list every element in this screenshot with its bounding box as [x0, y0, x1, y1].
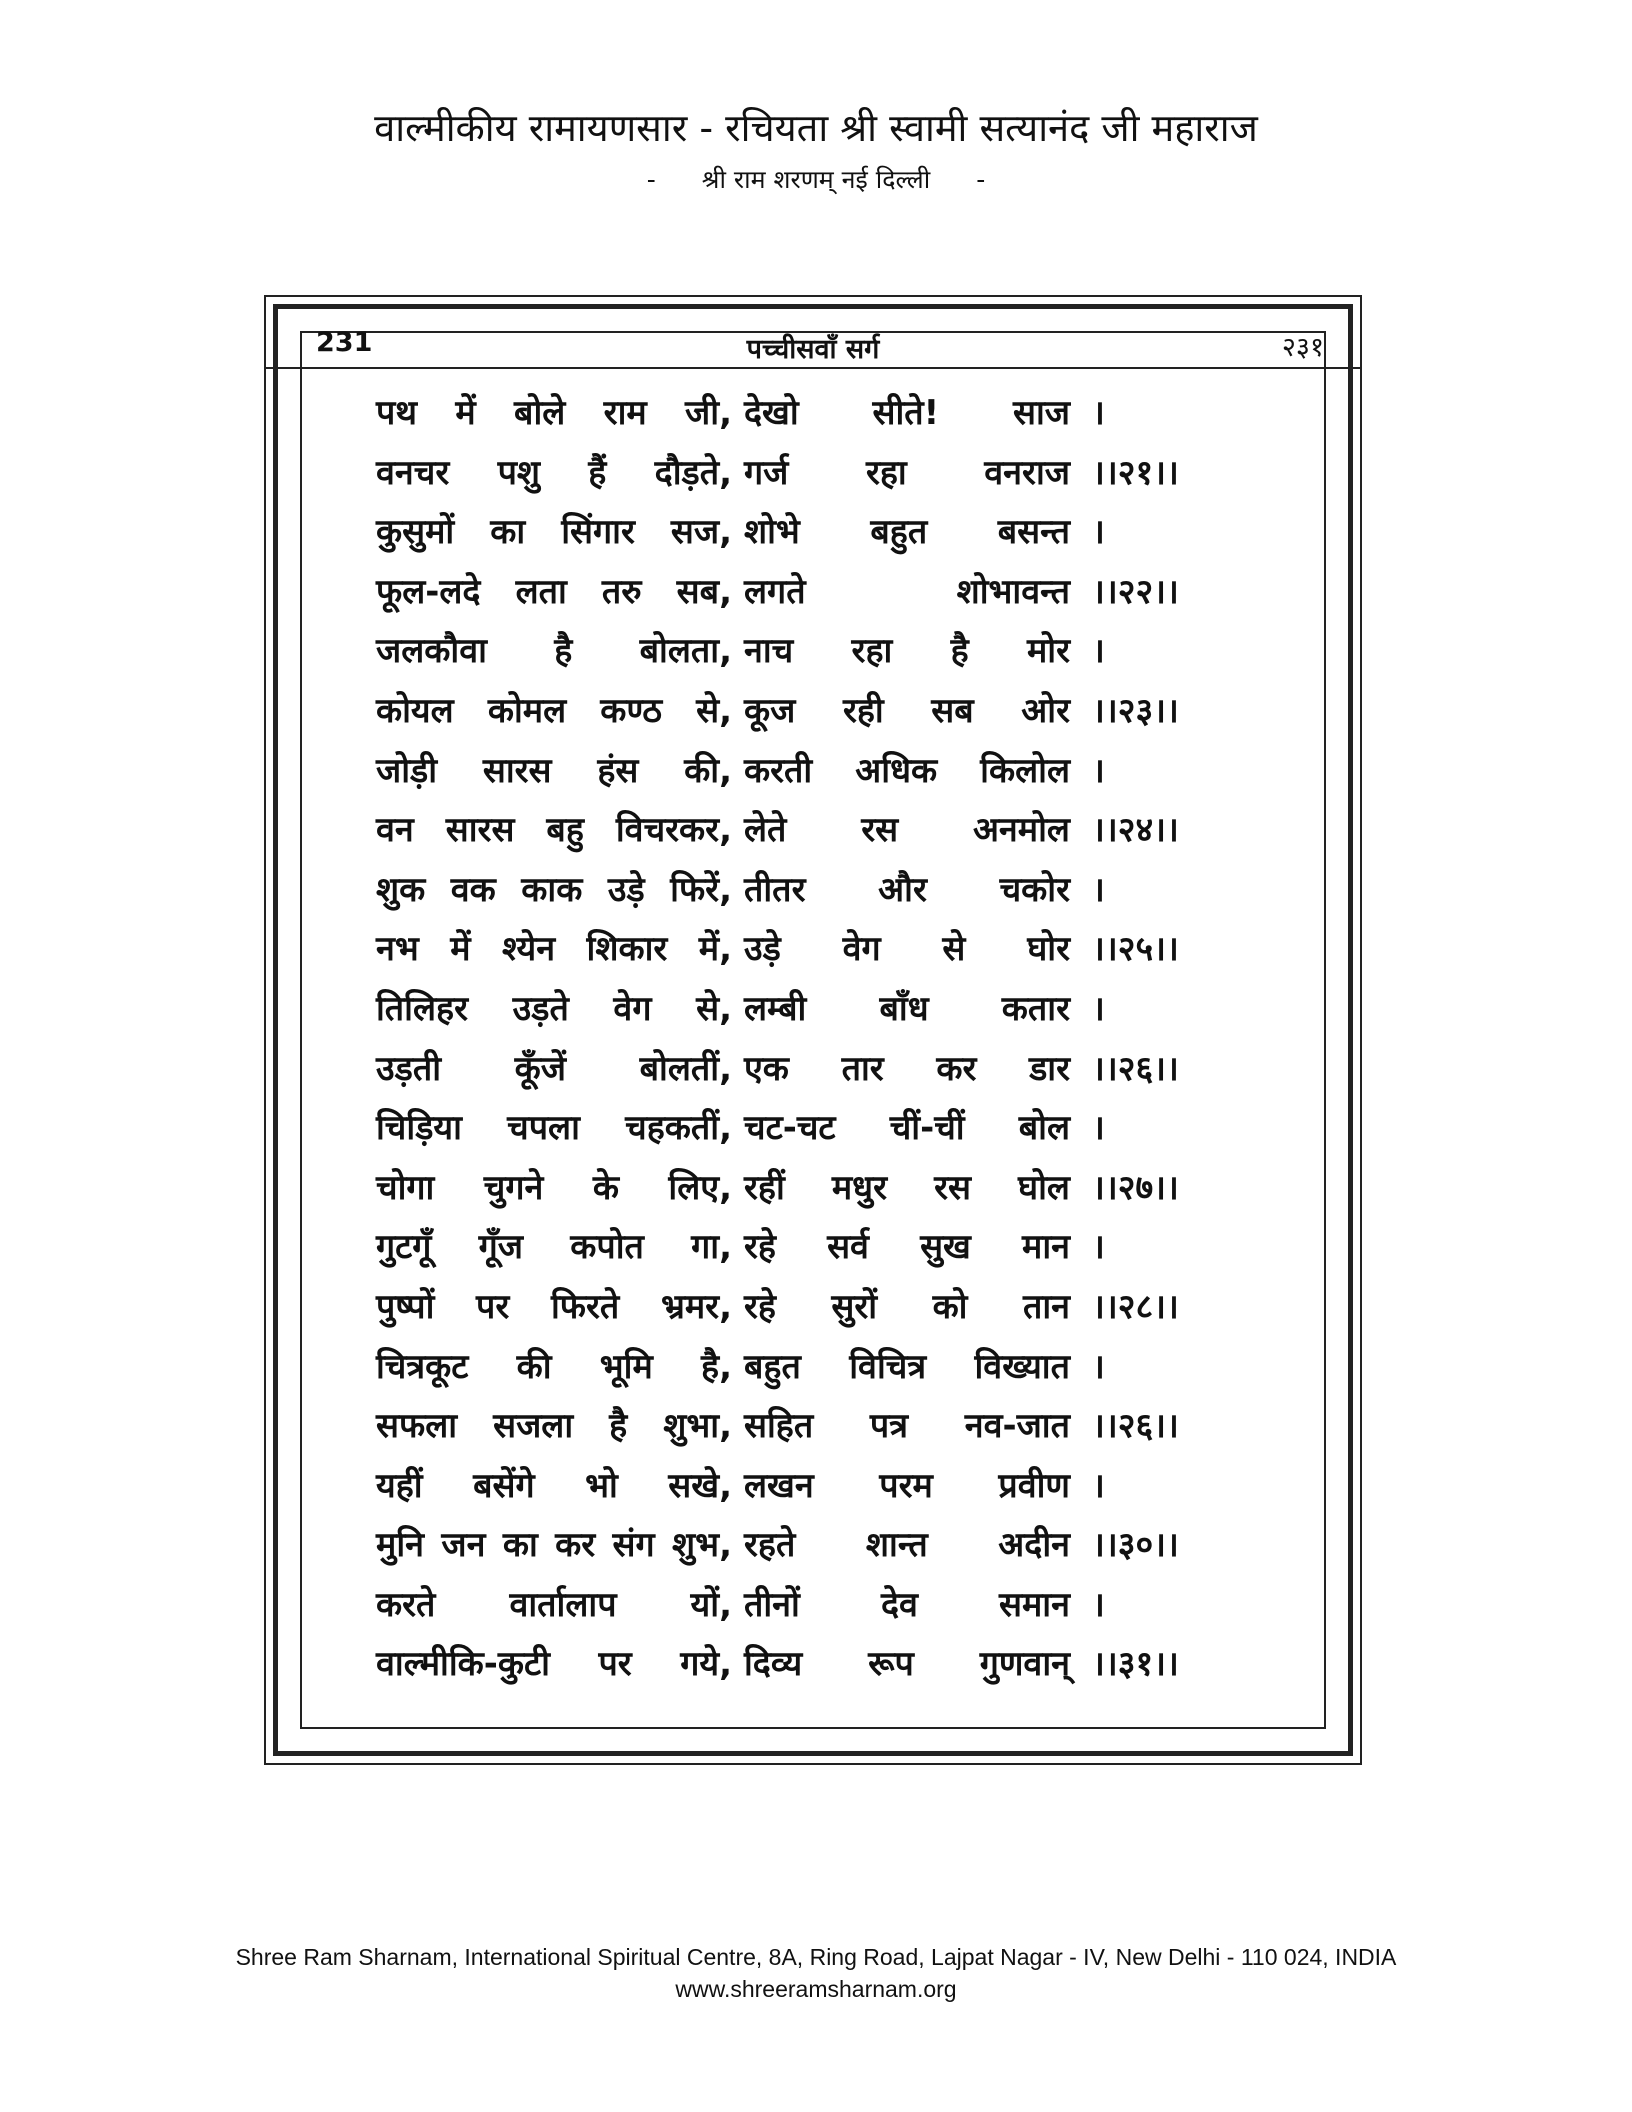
verse-marker: ।: [1092, 1465, 1105, 1506]
verse-line: [266, 449, 1360, 509]
verse-line: [266, 627, 1360, 687]
verse-marker: ।: [1092, 1108, 1105, 1149]
verse-marker: ।।२५।।: [1092, 929, 1179, 970]
page-frame: [264, 295, 1362, 1765]
verse-second-half: रहते शान्त अदीन: [744, 1525, 1070, 1566]
verse-marker: ।।३१।।: [1092, 1644, 1179, 1685]
verse-line: [266, 1581, 1360, 1641]
verse-line: [266, 1462, 1360, 1522]
verse-line: [266, 925, 1360, 985]
verse-second-half: नाच रहा है मोर: [744, 631, 1070, 672]
verse-second-half: गर्ज रहा वनराज: [744, 452, 1070, 493]
verse-second-half: लगते शोभावन्त: [744, 571, 1070, 612]
verse-second-half: चट-चट चीं-चीं बोल: [744, 1108, 1070, 1149]
subtitle-dash-left: -: [646, 165, 656, 194]
footer-website: www.shreeramsharnam.org: [675, 1976, 957, 2002]
verse-second-half: उड़े वेग से घोर: [744, 929, 1070, 970]
verse-first-half: पुष्पों पर फिरते भ्रमर,: [376, 1286, 732, 1327]
verse-marker: ।: [1092, 631, 1105, 672]
verse-first-half: वन सारस बहु विचरकर,: [376, 810, 732, 851]
verse-line: [266, 1640, 1360, 1700]
verse-first-half: उड़ती कूँजें बोलतीं,: [376, 1048, 732, 1089]
verse-first-half: तिलिहर उड़ते वेग से,: [376, 988, 732, 1029]
verse-marker: ।: [1092, 1346, 1105, 1387]
verse-marker: ।।२७।।: [1092, 1167, 1179, 1208]
verse-list: [266, 389, 1360, 1700]
verse-second-half: सहित पत्र नव-जात: [744, 1406, 1070, 1447]
verse-line: [266, 985, 1360, 1045]
verse-first-half: वाल्मीकि-कुटी पर गये,: [376, 1644, 732, 1685]
verse-line: [266, 687, 1360, 747]
verse-marker: ।।२६।।: [1092, 1048, 1179, 1089]
verse-line: [266, 1521, 1360, 1581]
verse-second-half: लखन परम प्रवीण: [744, 1465, 1070, 1506]
verse-marker: ।: [1092, 1584, 1105, 1625]
verse-marker: ।।२३।।: [1092, 690, 1179, 731]
verse-second-half: तीनों देव समान: [744, 1584, 1070, 1625]
canto-title: पच्चीसवाँ सर्ग: [746, 334, 880, 365]
verse-marker: ।: [1092, 988, 1105, 1029]
verse-first-half: कुसुमों का सिंगार सज,: [376, 512, 732, 553]
verse-marker: ।।२४।।: [1092, 810, 1179, 851]
verse-marker: ।।२६।।: [1092, 1406, 1179, 1447]
verse-first-half: चोगा चुगने के लिए,: [376, 1167, 732, 1208]
verse-marker: ।।३०।।: [1092, 1525, 1179, 1566]
verse-first-half: फूल-लदे लता तरु सब,: [376, 571, 732, 612]
verse-second-half: रहे सुरों को तान: [744, 1286, 1070, 1327]
verse-first-half: शुक वक काक उड़े फिरें,: [376, 869, 732, 910]
subtitle-dash-right: -: [976, 165, 986, 194]
verse-line: [266, 1045, 1360, 1105]
verse-second-half: तीतर और चकोर: [744, 869, 1070, 910]
verse-second-half: बहुत विचित्र विख्यात: [744, 1346, 1070, 1387]
page-header-bar: [266, 319, 1360, 369]
verse-line: [266, 747, 1360, 807]
verse-marker: ।: [1092, 1227, 1105, 1268]
verse-line: [266, 806, 1360, 866]
verse-marker: ।: [1092, 869, 1105, 910]
page-number-latin: 231: [316, 327, 373, 358]
verse-line: [266, 508, 1360, 568]
subtitle-text: श्री राम शरणम् नई दिल्ली: [701, 165, 931, 194]
verse-first-half: मुनि जन का कर संग शुभ,: [376, 1525, 732, 1566]
document-title: वाल्मीकीय रामायणसार - रचियता श्री स्वामी सत्यानंद जी महाराज: [374, 106, 1258, 150]
page-number-devanagari: २३१: [1281, 332, 1324, 363]
verse-second-half: लम्बी बाँध कतार: [744, 988, 1070, 1029]
verse-first-half: जोड़ी सारस हंस की,: [376, 750, 732, 791]
verse-line: [266, 389, 1360, 449]
verse-second-half: दिव्य रूप गुणवान्: [744, 1644, 1070, 1685]
verse-first-half: यहीं बसेंगे भो सखे,: [376, 1465, 732, 1506]
verse-line: [266, 1223, 1360, 1283]
verse-line: [266, 1164, 1360, 1224]
verse-line: [266, 866, 1360, 926]
verse-line: [266, 1283, 1360, 1343]
verse-first-half: नभ में श्येन शिकार में,: [376, 929, 732, 970]
verse-second-half: रहीं मधुर रस घोल: [744, 1167, 1070, 1208]
verse-first-half: चिड़िया चपला चहकतीं,: [376, 1108, 732, 1149]
verse-marker: ।: [1092, 512, 1105, 553]
verse-line: [266, 1343, 1360, 1403]
verse-marker: ।।२८।।: [1092, 1286, 1179, 1327]
verse-first-half: जलकौवा है बोलता,: [376, 631, 732, 672]
verse-marker: ।: [1092, 750, 1105, 791]
verse-first-half: सफला सजला है शुभा,: [376, 1406, 732, 1447]
verse-first-half: वनचर पशु हैं दौड़ते,: [376, 452, 732, 493]
verse-marker: ।।२२।।: [1092, 571, 1179, 612]
verse-first-half: गुटगूँ गूँज कपोत गा,: [376, 1227, 732, 1268]
footer-address: Shree Ram Sharnam, International Spiritual Centre, 8A, Ring Road, Lajpat Nagar - IV, New Delhi - 110 024, INDIA: [235, 1944, 1397, 1970]
verse-line: [266, 568, 1360, 628]
verse-second-half: लेते रस अनमोल: [744, 810, 1070, 851]
verse-first-half: करते वार्तालाप यों,: [376, 1584, 732, 1625]
verse-first-half: चित्रकूट की भूमि है,: [376, 1346, 732, 1387]
verse-first-half: पथ में बोले राम जी,: [376, 393, 732, 433]
verse-second-half: कूज रही सब ओर: [744, 690, 1070, 731]
verse-second-half: शोभे बहुत बसन्त: [744, 512, 1070, 553]
verse-marker: ।।२१।।: [1092, 452, 1179, 493]
verse-line: [266, 1104, 1360, 1164]
verse-line: [266, 1402, 1360, 1462]
verse-second-half: देखो सीते! साज: [744, 393, 1070, 433]
verse-marker: ।: [1092, 393, 1105, 433]
verse-second-half: रहे सर्व सुख मान: [744, 1227, 1070, 1268]
verse-second-half: करती अधिक किलोल: [744, 750, 1070, 791]
document-subtitle: [0, 163, 1632, 197]
verse-second-half: एक तार कर डार: [744, 1048, 1070, 1089]
verse-first-half: कोयल कोमल कण्ठ से,: [376, 690, 732, 731]
